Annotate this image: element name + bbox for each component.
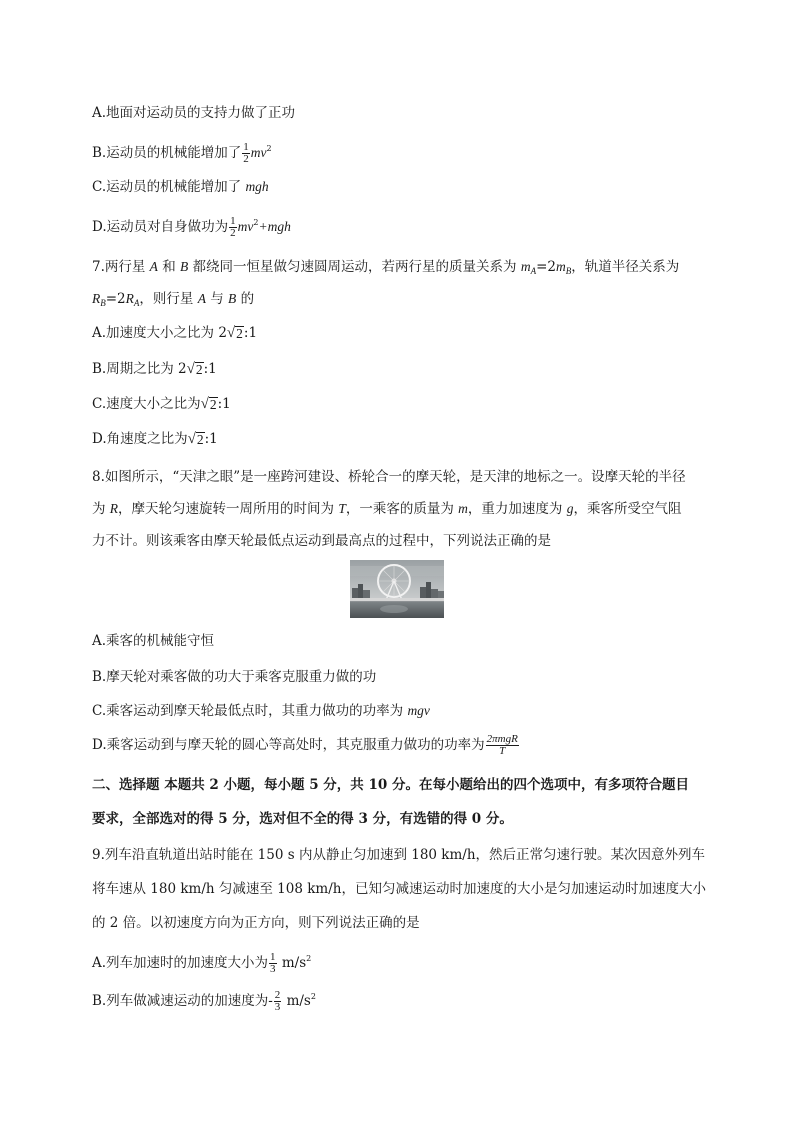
q8-text: 8.如图所示，“天津之眼”是一座跨河建设、桥轮合一的摩天轮，是天津的地标之一。设摩天轮的半径 (92, 469, 686, 485)
q8-option-c-expr: mgv (407, 703, 430, 718)
fraction-numerator: 2πmgR (486, 733, 518, 745)
q9-option-b (92, 988, 316, 1013)
mass-symbol: m (556, 259, 566, 274)
q7-option-d-text: D.角速度之比为 (92, 431, 188, 447)
q7-option-a-ratio: :1 (243, 325, 258, 341)
q6-option-a (92, 104, 295, 122)
mass-symbol: m (520, 259, 531, 274)
q7-stem-line1 (92, 258, 679, 280)
q9-option-b-fraction (274, 990, 282, 1013)
sqrt-symbol: √ 2 (187, 431, 204, 447)
sqrt-radicand: 2 (196, 432, 204, 447)
q8-stem-line3 (92, 532, 551, 550)
section2-header-line2 (92, 810, 513, 828)
q6-option-c-expr: mgh (245, 179, 269, 194)
fraction-denominator: T (499, 745, 506, 757)
exponent: 2 (306, 954, 312, 963)
exponent: 2 (310, 992, 316, 1001)
section2-text: 要求，全部选对的得 5 分，选对但不全的得 3 分，有选错的得 0 分。 (92, 811, 513, 827)
q7-option-c-ratio: :1 (217, 396, 231, 412)
fraction-denominator: 3 (270, 963, 276, 975)
fraction-numerator: 2 (274, 989, 281, 1001)
fraction-numerator: 1 (230, 215, 236, 227)
subscript: A (133, 298, 140, 308)
subscript: B (565, 266, 572, 276)
fraction-numerator: 1 (270, 951, 276, 963)
radius-symbol: R (109, 501, 119, 516)
section2-text: 二、选择题 本题共 2 小题，每小题 5 分，共 10 分。在每小题给出的四个选项中，有多项符合题目 (92, 777, 689, 793)
q8-option-a-text: A.乘客的机械能守恒 (92, 633, 215, 649)
q6-option-d-expr-tail: +mgh (258, 219, 291, 234)
planet-a-symbol: A (197, 291, 206, 306)
planet-b-symbol: B (180, 259, 189, 274)
q7-option-d (92, 430, 218, 448)
exponent: 2 (253, 218, 259, 227)
q8-stem-line2 (92, 500, 681, 518)
q8-option-b (92, 668, 376, 686)
q8-text: ，一乘客的质量为 (345, 501, 459, 517)
q6-option-d-expr: mv (237, 219, 254, 234)
sqrt-symbol: √ 2 (200, 396, 217, 412)
q6-option-a-text: A.地面对运动员的支持力做了正功 (92, 105, 296, 121)
fraction-denominator: 2 (243, 153, 249, 165)
q8-option-c-text: C.乘客运动到摩天轮最低点时，其重力做功的功率为 (92, 703, 408, 719)
q8-text: ，重力加速度为 (467, 501, 567, 517)
q9-option-b-text: B.列车做减速运动的加速度为- (92, 993, 273, 1009)
q6-option-b-expr: mv (250, 145, 267, 160)
unit: m/s (282, 993, 311, 1009)
q9-option-a (92, 950, 311, 975)
q7-stem-line2 (92, 290, 254, 312)
q7-text: ，则行星 (139, 291, 198, 307)
mass-symbol: m (458, 501, 468, 516)
q6-option-c (92, 178, 269, 196)
q8-text: ，乘客所受空气阻 (573, 501, 682, 517)
q7-option-c-text: C.速度大小之比为 (92, 396, 201, 412)
q7-text: =2 (105, 291, 126, 307)
q8-option-d-text: D.乘客运动到与摩天轮的圆心等高处时，其克服重力做功的功率为 (92, 737, 485, 753)
fraction-denominator: 2 (230, 227, 236, 239)
q8-option-a (92, 632, 214, 650)
subscript: B (100, 298, 106, 308)
subscript: A (530, 266, 537, 276)
q7-option-d-ratio: :1 (204, 431, 218, 447)
ferris-wheel-photo (350, 560, 444, 618)
exponent: 2 (266, 144, 272, 153)
q8-text: 力不计。则该乘客由摩天轮最低点运动到最高点的过程中，下列说法正确的是 (92, 533, 551, 549)
radius-symbol: R (92, 291, 101, 306)
q9-stem-line3 (92, 914, 420, 932)
q6-option-c-text: C.运动员的机械能增加了 (92, 179, 246, 195)
sqrt-symbol: √ 2 (186, 361, 203, 377)
sqrt-radicand: 2 (195, 362, 203, 377)
sqrt-symbol: √ 2 (226, 325, 243, 341)
q8-option-b-text: B.摩天轮对乘客做的功大于乘客克服重力做的功 (92, 669, 377, 685)
q7-text: 和 (157, 259, 181, 275)
fraction-denominator: 3 (274, 1001, 281, 1013)
q7-option-b (92, 360, 217, 378)
sqrt-radicand: 2 (209, 397, 217, 412)
q9-stem-line1 (92, 846, 705, 864)
gravity-symbol: g (566, 501, 574, 516)
q7-text: ，轨道半径关系为 (571, 259, 680, 275)
q7-option-a (92, 324, 257, 342)
q8-option-d-fraction (486, 734, 519, 757)
q9-option-a-text: A.列车加速时的加速度大小为 (92, 955, 269, 971)
period-symbol: T (338, 501, 346, 516)
q9-text: 的 2 倍。以初速度方向为正方向，则下列说法正确的是 (92, 915, 420, 931)
q7-option-c (92, 395, 231, 413)
q7-text: 都绕同一恒星做匀速圆周运动，若两行星的质量关系为 (188, 259, 521, 275)
q7-text: =2 (536, 259, 557, 275)
fraction-numerator: 1 (243, 141, 249, 153)
q9-stem-line2 (92, 880, 706, 898)
sqrt-radicand: 2 (236, 326, 243, 341)
q9-option-a-fraction (269, 952, 277, 975)
q6-option-d-fraction (229, 216, 237, 239)
q9-text: 9.列车沿直轨道出站时能在 150 s 内从静止匀加速到 180 km/h，然后正常匀速行驶。某次因意外列车 (92, 847, 706, 863)
q8-stem-line1 (92, 468, 686, 486)
planet-a-symbol: A (149, 259, 158, 274)
planet-b-symbol: B (228, 291, 237, 306)
section2-header-line1 (92, 776, 689, 794)
q6-option-d-text: D.运动员对自身做功为 (92, 219, 229, 235)
unit: m/s (277, 955, 307, 971)
q7-option-b-ratio: :1 (203, 361, 217, 377)
q6-option-b-text: B.运动员的机械能增加了 (92, 145, 242, 161)
q7-text: 的 (236, 291, 255, 307)
q7-option-a-text: A.加速度大小之比为 2 (92, 325, 227, 341)
q7-text: 与 (205, 291, 229, 307)
q6-option-b (92, 140, 272, 165)
q8-text: ，摩天轮匀速旋转一周所用的时间为 (118, 501, 339, 517)
q7-text: 7.两行星 (92, 259, 150, 275)
q9-text: 将车速从 180 km/h 匀减速至 108 km/h，已知匀减速运动时加速度的大小是匀加速运动时加速度大小 (92, 881, 706, 897)
radius-symbol: R (125, 291, 134, 306)
q6-option-d (92, 214, 291, 239)
q8-text: 为 (92, 501, 110, 517)
q8-option-d (92, 734, 520, 757)
ferris-wheel-illustration (350, 560, 444, 618)
q6-option-b-fraction (242, 142, 250, 165)
q8-option-c (92, 702, 430, 720)
q7-option-b-text: B.周期之比为 2 (92, 361, 187, 377)
